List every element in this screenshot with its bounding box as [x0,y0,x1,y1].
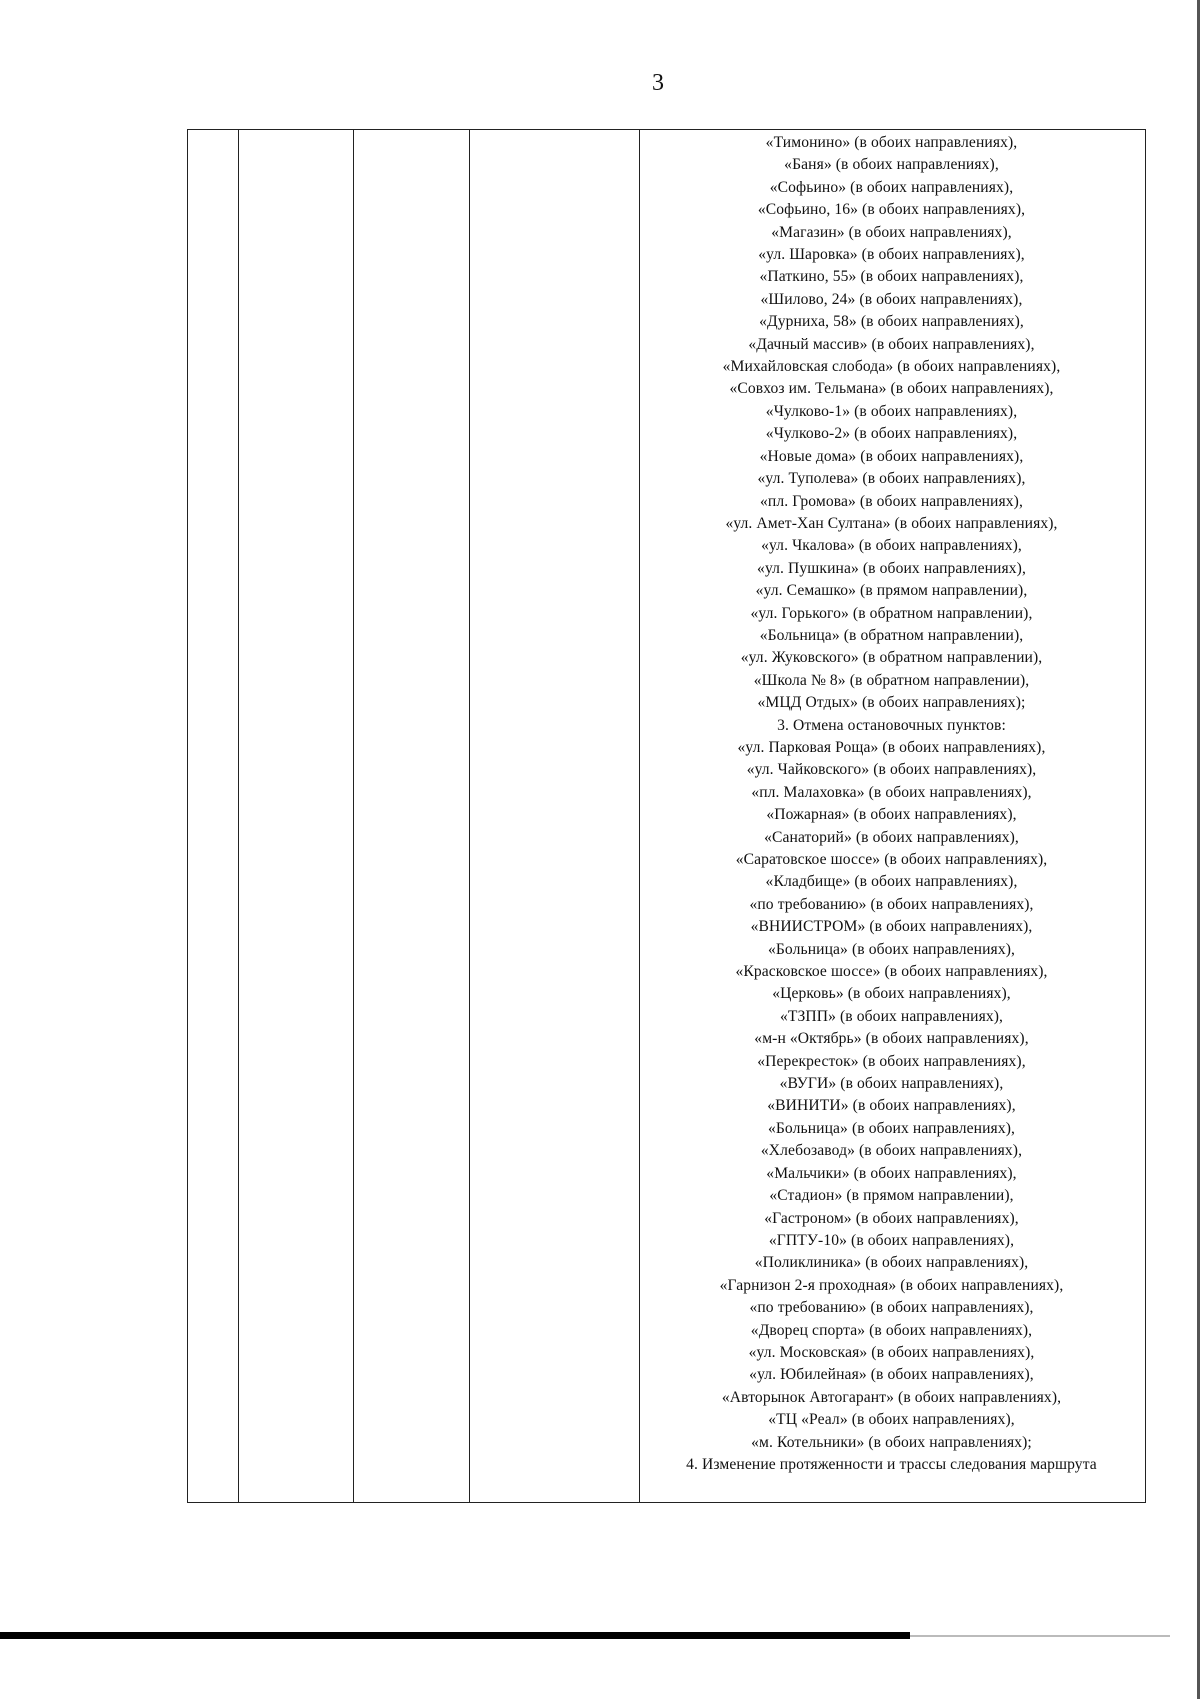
stop-line: «Дачный массив» (в обоих направлениях), [748,335,1035,353]
stop-line: «ул. Чайковского» (в обоих направлениях), [746,761,1037,779]
stop-line: «Совхоз им. Тельмана» (в обоих направлениях), [729,380,1054,398]
route-changes-table [187,129,1146,1503]
stop-line: «по требованию» (в обоих направлениях), [749,1299,1034,1317]
table-column-divider [238,130,239,1502]
stop-line: «ул. Юбилейная» (в обоих направлениях), [749,1366,1034,1384]
stop-line: «Авторынок Автогарант» (в обоих направлениях), [721,1388,1062,1406]
stop-line: «Гарнизон 2-я проходная» (в обоих направлениях), [719,1276,1064,1294]
stop-line: «Паткино, 55» (в обоих направлениях), [759,268,1024,286]
stop-line: «Дворец спорта» (в обоих направлениях), [750,1321,1033,1339]
stop-line: «ул. Парковая Роща» (в обоих направлениях), [737,738,1046,756]
stop-line: «пл. Громова» (в обоих направлениях), [760,492,1023,510]
stop-line: «Санаторий» (в обоих направлениях), [764,828,1019,846]
stop-line: «Поликлиника» (в обоих направлениях), [754,1254,1029,1272]
table-column-divider [469,130,470,1502]
final-item-text: 4. Изменение протяженности и трассы следования маршрута [686,1455,1097,1473]
stop-line: «ул. Горького» (в обратном направлении), [750,604,1033,622]
stop-line: «Тимонино» (в обоих направлениях), [765,134,1018,151]
stop-line: «м-н «Октябрь» (в обоих направлениях), [754,1030,1029,1048]
stop-line: «Больница» (в обоих направлениях), [767,940,1016,958]
stop-line: «Перекресток» (в обоих направлениях), [757,1052,1026,1070]
stop-line: «ул. Чкалова» (в обоих направлениях), [761,537,1022,555]
page-number: 3 [652,70,664,96]
stop-line: «ТЦ «Реал» (в обоих направлениях), [768,1411,1015,1429]
stop-line: «ул. Амет-Хан Султана» (в обоих направлениях), [725,514,1058,532]
stop-line: «по требованию» (в обоих направлениях), [749,895,1034,913]
stop-line: «Кладбище» (в обоих направлениях), [765,873,1018,891]
stop-line: «пл. Малаховка» (в обоих направлениях), [751,783,1032,801]
stop-line: «Стадион» (в прямом направлении), [769,1187,1014,1205]
stop-line: «ТЗПП» (в обоих направлениях), [779,1007,1004,1025]
stop-line: 3. Отмена остановочных пунктов: [777,716,1006,734]
stop-line: «ВУГИ» (в обоих направлениях), [779,1075,1004,1093]
stop-line: «ГПТУ-10» (в обоих направлениях), [768,1231,1015,1249]
stop-line: «ул. Туполева» (в обоих направлениях), [757,470,1026,488]
stop-line: «Чулково-2» (в обоих направлениях), [765,425,1018,443]
stop-line: «Саратовское шоссе» (в обоих направлениях), [735,851,1048,868]
route-changes-cell [642,132,1141,1476]
stop-line: «ВНИИСТРОМ» (в обоих направлениях), [750,918,1033,936]
stop-line: «Шилово, 24» (в обоих направлениях), [760,290,1023,308]
stop-line: «Гастроном» (в обоих направлениях), [764,1209,1019,1227]
stop-line: «Школа № 8» (в обратном направлении), [753,671,1030,689]
stop-line: «ул. Жуковского» (в обратном направлении), [740,649,1043,667]
stop-line: «Мальчики» (в обоих направлениях), [766,1164,1017,1182]
stop-line: «Хлебозавод» (в обоих направлениях), [760,1142,1023,1160]
stop-line: «Магазин» (в обоих направлениях), [771,223,1012,241]
stop-line: «ул. Семашко» (в прямом направлении), [755,582,1028,600]
stop-line: «Баня» (в обоих направлениях), [784,156,999,174]
stop-line: «МЦД Отдых» (в обоих направлениях); [757,694,1026,712]
table-column-divider [353,130,354,1502]
stop-line: «Софьино, 16» (в обоих направлениях), [757,201,1026,219]
stop-line: «ВИНИТИ» (в обоих направлениях), [767,1097,1016,1115]
stop-line: «Чулково-1» (в обоих направлениях), [765,402,1018,420]
stop-line: «м. Котельники» (в обоих направлениях); [751,1433,1032,1451]
scan-edge-mark-tail [910,1635,1170,1637]
stop-line: «ул. Пушкина» (в обоих направлениях), [757,559,1026,577]
stop-line: «Церковь» (в обоих направлениях), [772,985,1011,1003]
stop-line: «Пожарная» (в обоих направлениях), [766,806,1017,824]
stop-line: «Михайловская слобода» (в обоих направлениях), [722,358,1061,376]
stop-line: «Красковское шоссе» (в обоих направлениях), [735,963,1048,981]
stop-line: «Больница» (в обоих направлениях), [767,1119,1016,1137]
stop-line: «ул. Шаровка» (в обоих направлениях), [758,246,1025,264]
stop-line: «Дурниха, 58» (в обоих направлениях), [759,313,1024,331]
stop-line: «Больница» (в обратном направлении), [759,626,1024,644]
stop-line: «Новые дома» (в обоих направлениях), [759,447,1024,465]
stop-line: «Софьино» (в обоих направлениях), [769,178,1014,196]
table-column-divider [639,130,640,1502]
stop-line: «ул. Московская» (в обоих направлениях), [748,1343,1035,1361]
scan-edge-mark [0,1632,910,1639]
